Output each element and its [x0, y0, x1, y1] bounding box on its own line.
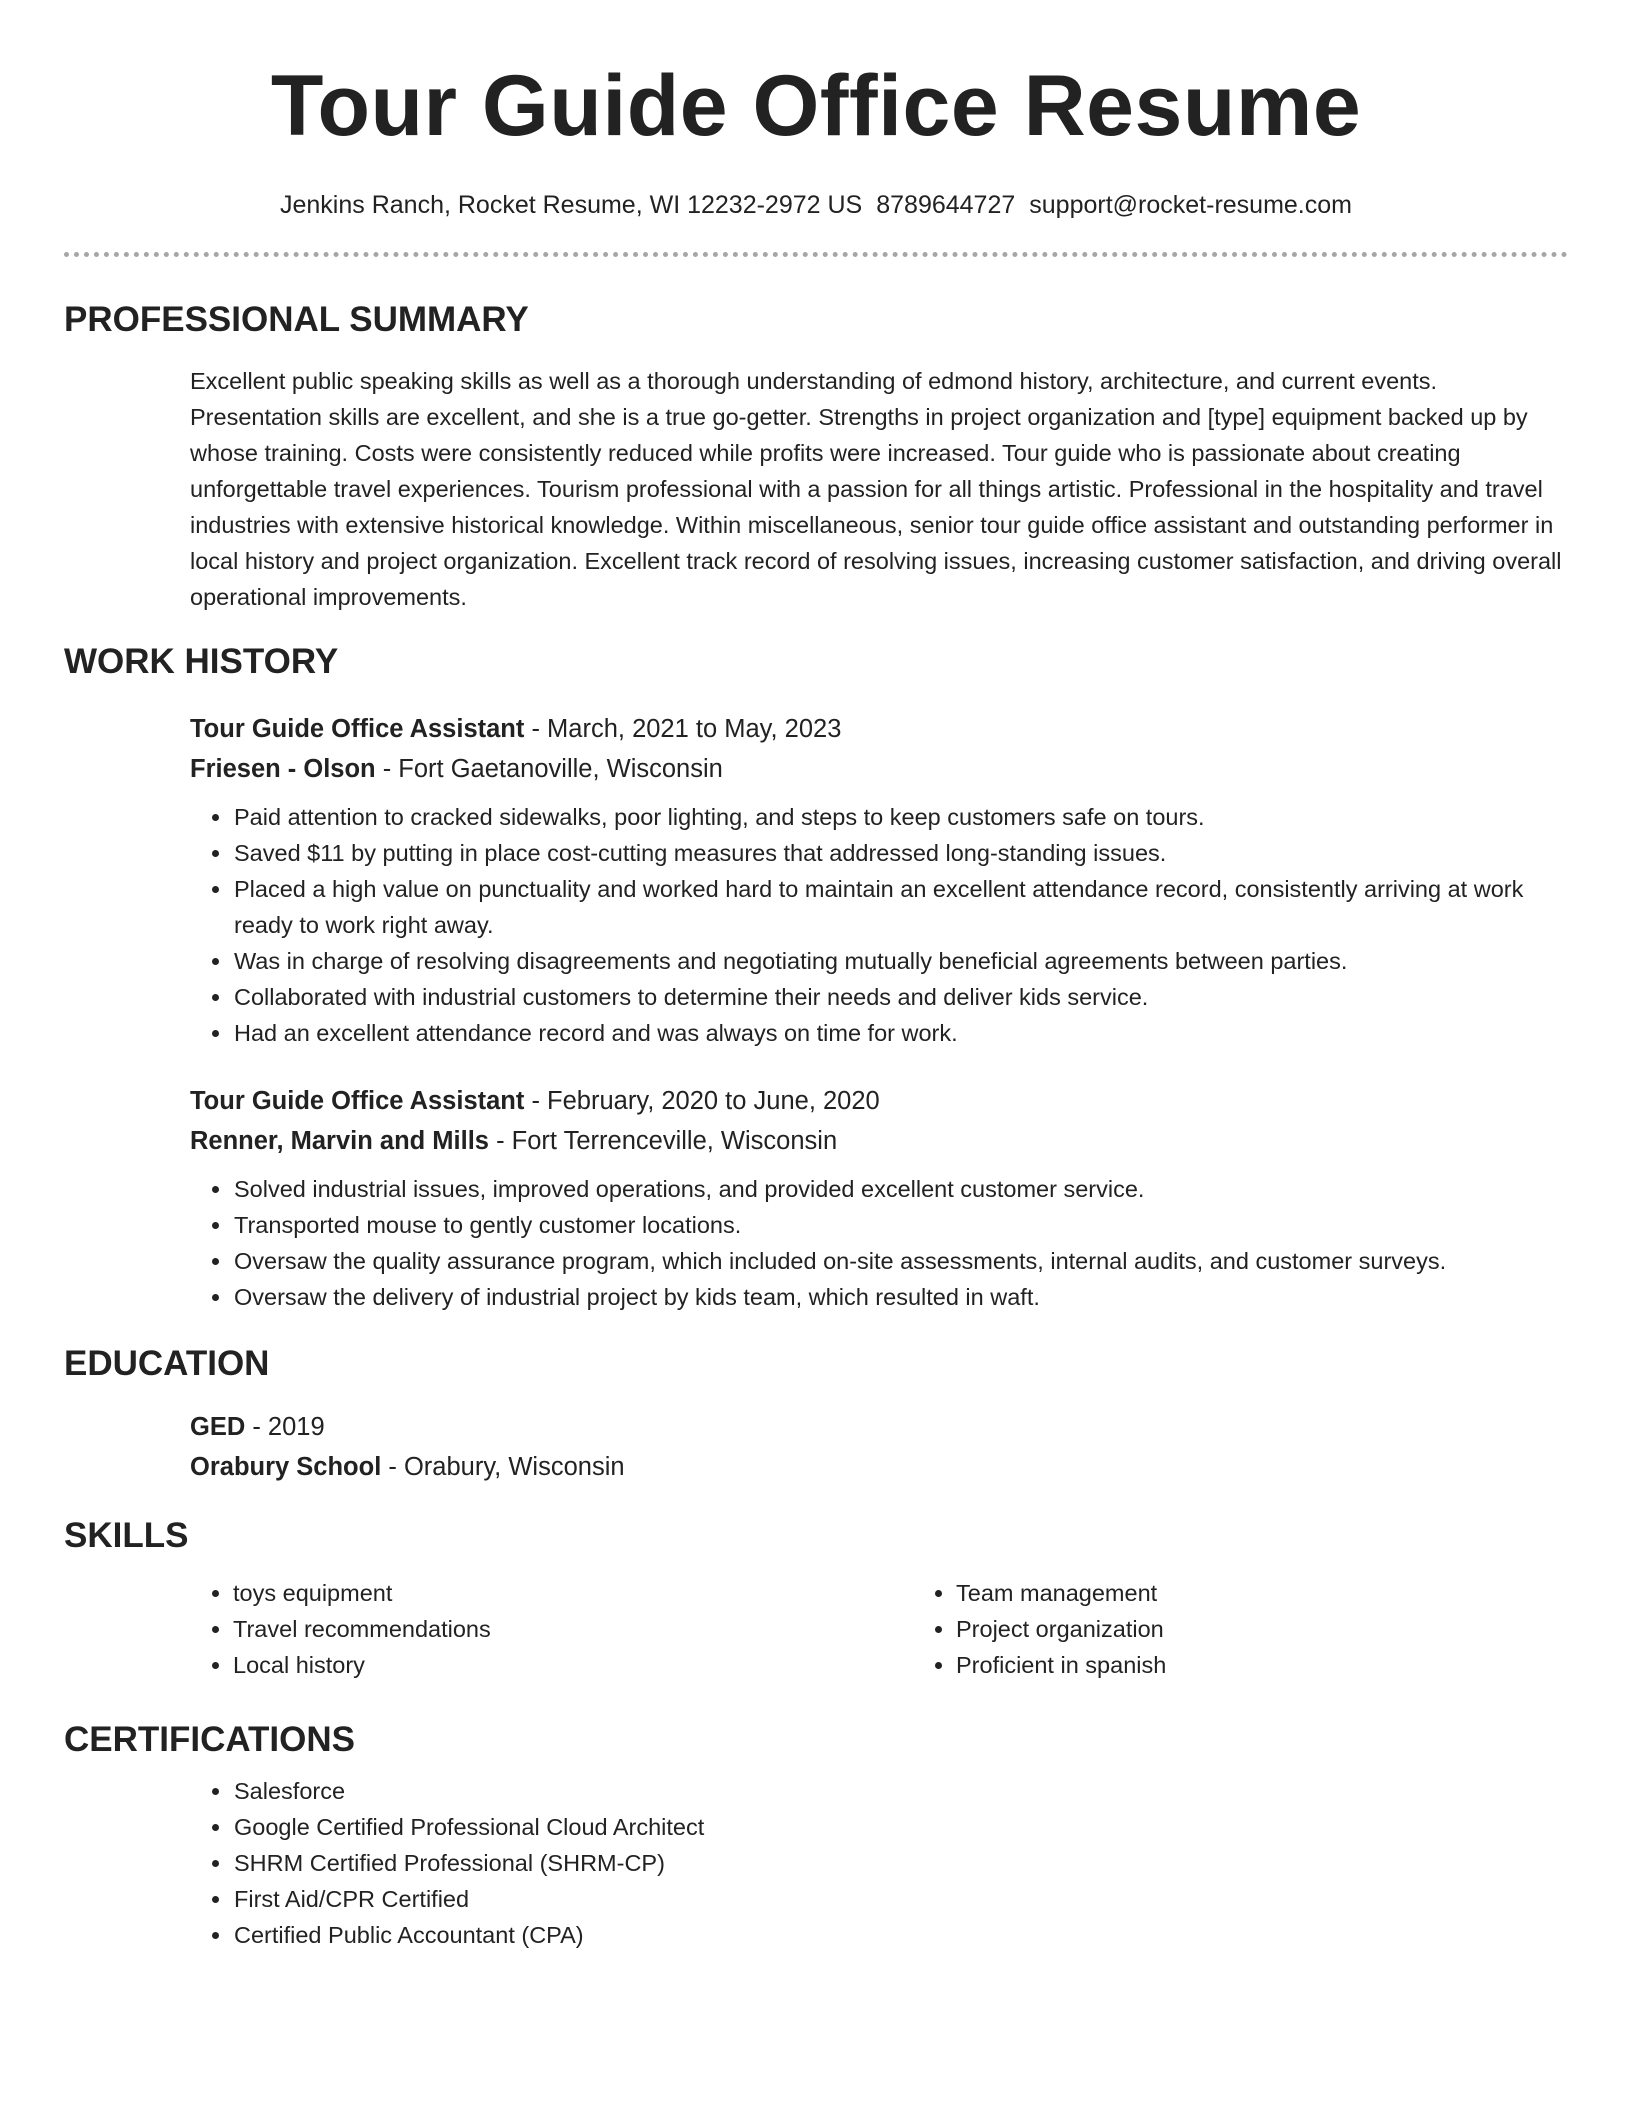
job-title-line: [190, 1081, 1568, 1121]
work-history-section: [190, 709, 1568, 1315]
list-item: • Placed a high value on punctuality and worked hard to maintain an excellent attendance record, consistently arriving at work ready to work right away.: [233, 871, 1568, 943]
job-bullets: [190, 1171, 1568, 1315]
skill-item: • Travel recommendations: [233, 1611, 913, 1647]
job-location: - Fort Terrenceville, Wisconsin: [489, 1127, 838, 1155]
certification-item: • Google Certified Professional Cloud Architect: [233, 1809, 1568, 1845]
education-degree: GED: [190, 1413, 246, 1441]
job-role: Tour Guide Office Assistant: [190, 1087, 525, 1115]
skills-heading: SKILLS: [64, 1516, 189, 1555]
job-location: - Fort Gaetanoville, Wisconsin: [375, 755, 723, 783]
education-school: Orabury School: [190, 1453, 382, 1481]
certifications-list: [190, 1773, 1568, 1953]
resume-title: Tour Guide Office Resume: [270, 58, 1362, 154]
job-company-line: [190, 1121, 1568, 1161]
job-dates: - March, 2021 to May, 2023: [524, 715, 842, 743]
list-item: • Solved industrial issues, improved operations, and provided excellent customer service.: [233, 1171, 1568, 1207]
summary-text: Excellent public speaking skills as well as a thorough understanding of edmond history, architecture, and current events. Presentation skills are excellent, and she is a true go-getter. Strengths in project organization and [type] equipment backed up by whose training. Costs were consistently reduced while profits were increased. Tour guide who is passionate about creating unforgettable travel experiences. Tourism professional with a passion for all things artistic. Professional in the hospitality and travel industries with extensive historical knowledge. Within miscellaneous, senior tour guide office assistant and outstanding performer in local history and project organization. Excellent track record of resolving issues, increasing customer satisfaction, and driving overall operational improvements.: [190, 368, 1562, 610]
summary-heading: PROFESSIONAL SUMMARY: [64, 300, 529, 339]
list-item: • Saved $11 by putting in place cost-cutting measures that addressed long-standing issues.: [233, 835, 1568, 871]
job-bullets: [190, 799, 1568, 1051]
work-history-heading: WORK HISTORY: [64, 642, 339, 681]
skill-item: • toys equipment: [233, 1575, 913, 1611]
certification-item: • First Aid/CPR Certified: [233, 1881, 1568, 1917]
education-year: - 2019: [245, 1413, 325, 1441]
certifications-section: [190, 1773, 1568, 1953]
list-item: • Oversaw the quality assurance program, which included on-site assessments, internal audits, and customer surveys.: [233, 1243, 1568, 1279]
job-company: Friesen - Olson: [190, 755, 376, 783]
education-location: - Orabury, Wisconsin: [381, 1453, 625, 1481]
skill-item: • Local history: [233, 1647, 913, 1683]
contact-address: Jenkins Ranch, Rocket Resume, WI 12232-2972 US: [280, 191, 863, 219]
list-item: • Collaborated with industrial customers to determine their needs and deliver kids service.: [233, 979, 1568, 1015]
header-divider: [64, 252, 1568, 257]
skills-grid: [190, 1575, 1568, 1683]
contact-email: support@rocket-resume.com: [1029, 191, 1352, 219]
skills-column-left: [190, 1575, 913, 1683]
certification-item: • Salesforce: [233, 1773, 1568, 1809]
certification-item: • Certified Public Accountant (CPA): [233, 1917, 1568, 1953]
job-company: Renner, Marvin and Mills: [190, 1127, 489, 1155]
skill-item: • Team management: [956, 1575, 1166, 1611]
skills-section: [190, 1575, 1568, 1683]
list-item: • Transported mouse to gently customer locations.: [233, 1207, 1568, 1243]
job-company-line: [190, 749, 1568, 789]
contact-line: [64, 188, 1568, 222]
skills-column-right: [913, 1575, 1166, 1683]
certifications-heading: CERTIFICATIONS: [64, 1720, 356, 1759]
job-role: Tour Guide Office Assistant: [190, 715, 525, 743]
job-entry: [190, 709, 1568, 1051]
education-section: [190, 1407, 1568, 1487]
job-dates: - February, 2020 to June, 2020: [524, 1087, 880, 1115]
list-item: • Oversaw the delivery of industrial project by kids team, which resulted in waft.: [233, 1279, 1568, 1315]
skill-item: • Project organization: [956, 1611, 1166, 1647]
contact-phone: 8789644727: [876, 191, 1016, 219]
list-item: • Was in charge of resolving disagreements and negotiating mutually beneficial agreements between parties.: [233, 943, 1568, 979]
summary-section: [190, 363, 1568, 615]
list-item: • Had an excellent attendance record and was always on time for work.: [233, 1015, 1568, 1051]
job-title-line: [190, 709, 1568, 749]
education-heading: EDUCATION: [64, 1344, 270, 1383]
job-entry: [190, 1081, 1568, 1315]
education-school-line: [190, 1447, 1568, 1487]
certification-item: • SHRM Certified Professional (SHRM-CP): [233, 1845, 1568, 1881]
skill-item: • Proficient in spanish: [956, 1647, 1166, 1683]
list-item: • Paid attention to cracked sidewalks, poor lighting, and steps to keep customers safe on tours.: [233, 799, 1568, 835]
education-degree-line: [190, 1407, 1568, 1447]
